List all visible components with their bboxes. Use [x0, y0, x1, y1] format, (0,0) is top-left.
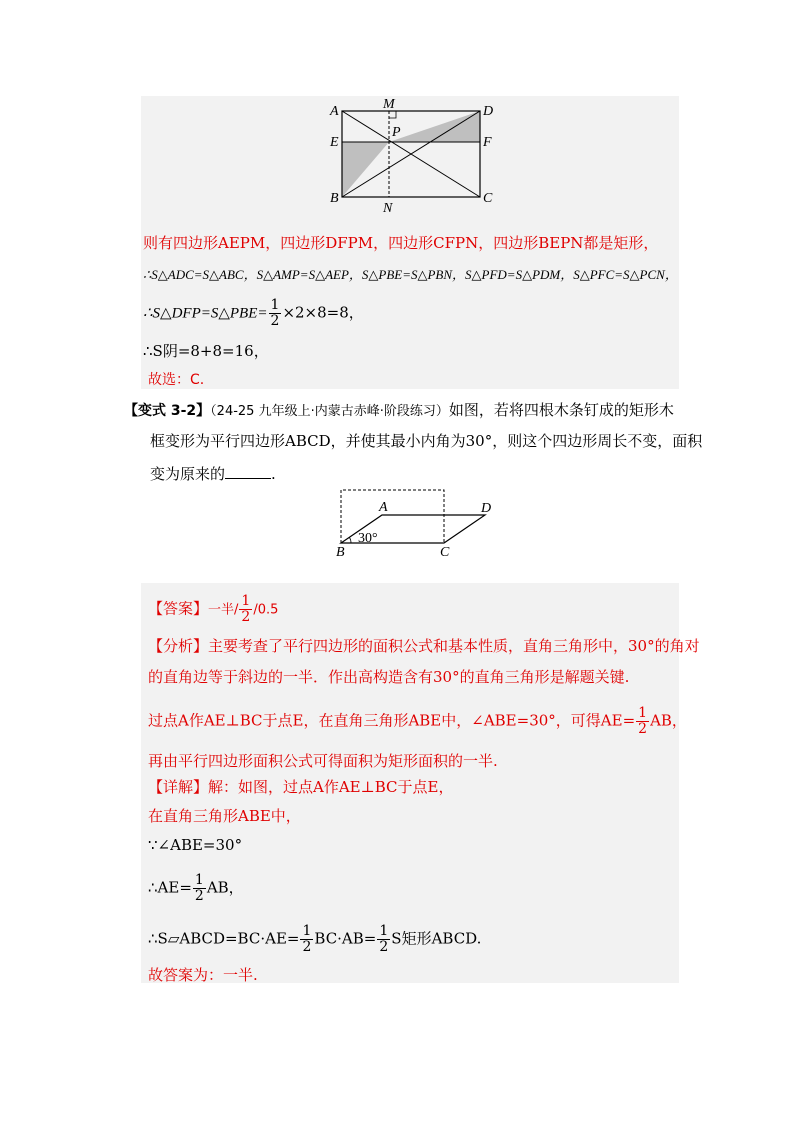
fraction: $\frac{1}{2}$	[638, 705, 648, 737]
parallelogram-figure	[330, 486, 500, 560]
analysis-line-1: 【分析】主要考查了平行四边形的面积公式和基本性质，直角三角形中，30°的角对	[148, 637, 700, 655]
label-N: N	[383, 201, 393, 214]
solution-line-3-post: ×2×8=8，	[282, 303, 364, 322]
answer-line: 【答案】一半/ $\frac{1}{2}$ /0.5	[148, 593, 279, 625]
detail-line-4: ∴AE= $\frac{1}{2}$ AB，	[148, 872, 244, 904]
question-text-1: 如图，若将四根木条钉成的矩形木	[448, 401, 674, 419]
analysis-line-4: 再由平行四边形面积公式可得面积为矩形面积的一半.	[148, 752, 498, 770]
shaded-triangle-dfp	[389, 111, 480, 142]
label-M: M	[383, 97, 395, 112]
detail-tag: 【详解】	[148, 778, 209, 796]
fraction: $\frac{1}{2}$	[379, 923, 389, 955]
label-B: B	[336, 545, 345, 560]
detail-line-6: 故答案为：一半.	[148, 966, 258, 984]
label-C: C	[440, 545, 450, 560]
angle-label: 30°	[358, 531, 378, 546]
answer-blank	[225, 466, 271, 479]
solution-line-5: 故选：C.	[148, 372, 205, 388]
question-line-2: 框变形为平行四边形ABCD，并使其最小内角为30°，则这个四边形周长不变，面积	[150, 432, 703, 450]
shaded-triangle-ebp	[342, 142, 389, 197]
label-E: E	[330, 135, 339, 150]
solution-line-3-pre: ∴S△DFP=S△PBE=	[143, 305, 268, 322]
answer-tag: 【答案】	[148, 599, 209, 618]
fraction: $\frac{1}{2}$	[270, 297, 280, 329]
detail-line-1: 【详解】解：如图，过点A作AE⊥BC于点E，	[148, 778, 454, 796]
fraction: $\frac{1}{2}$	[302, 923, 312, 955]
question-line-1	[124, 400, 674, 422]
question-text-3: 变为原来的	[150, 465, 226, 483]
solution-line-4: ∴S阴=8+8=16，	[143, 342, 269, 360]
question-source: （24-25 九年级上·内蒙古赤峰·阶段练习）	[210, 404, 449, 419]
solution-line-2: ∴S△ADC=S△ABC，S△AMP=S△AEP，S△PBE=S△PBN，S△PFD=S△PDM，S△PFC=S△PCN，	[143, 267, 678, 282]
analysis-line-3: 过点A作AE⊥BC于点E，在直角三角形ABE中，∠ABE=30°，可得AE= $\frac{1}{2}$ AB，	[148, 705, 687, 737]
label-B: B	[330, 191, 339, 206]
label-C: C	[483, 191, 493, 206]
analysis-line-2: 的直角边等于斜边的一半．作出高构造含有30°的直角三角形是解题关键.	[148, 668, 630, 686]
fraction: $\frac{1}{2}$	[241, 593, 251, 625]
detail-line-5: ∴S▱ABCD=BC·AE= $\frac{1}{2}$ BC·AB= $\frac{1}{2}$ S矩形ABCD.	[148, 923, 482, 955]
label-F: F	[483, 135, 492, 150]
analysis-tag: 【分析】	[148, 637, 209, 655]
rectangle-figure	[325, 96, 505, 214]
solution-line-1: 则有四边形AEPM，四边形DFPM，四边形CFPN，四边形BEPN都是矩形，	[143, 234, 659, 252]
label-A: A	[379, 500, 388, 515]
label-D: D	[483, 104, 494, 119]
fraction: $\frac{1}{2}$	[194, 872, 204, 904]
label-P: P	[392, 125, 401, 140]
question-tag: 【变式 3-2】	[124, 403, 211, 419]
detail-line-2: 在直角三角形ABE中，	[148, 807, 301, 825]
detail-line-3: ∵∠ABE=30°	[148, 836, 243, 854]
label-A: A	[330, 104, 339, 119]
question-line-3: 变为原来的 .	[150, 465, 276, 483]
label-D: D	[481, 501, 492, 516]
solution-line-3	[143, 298, 364, 329]
